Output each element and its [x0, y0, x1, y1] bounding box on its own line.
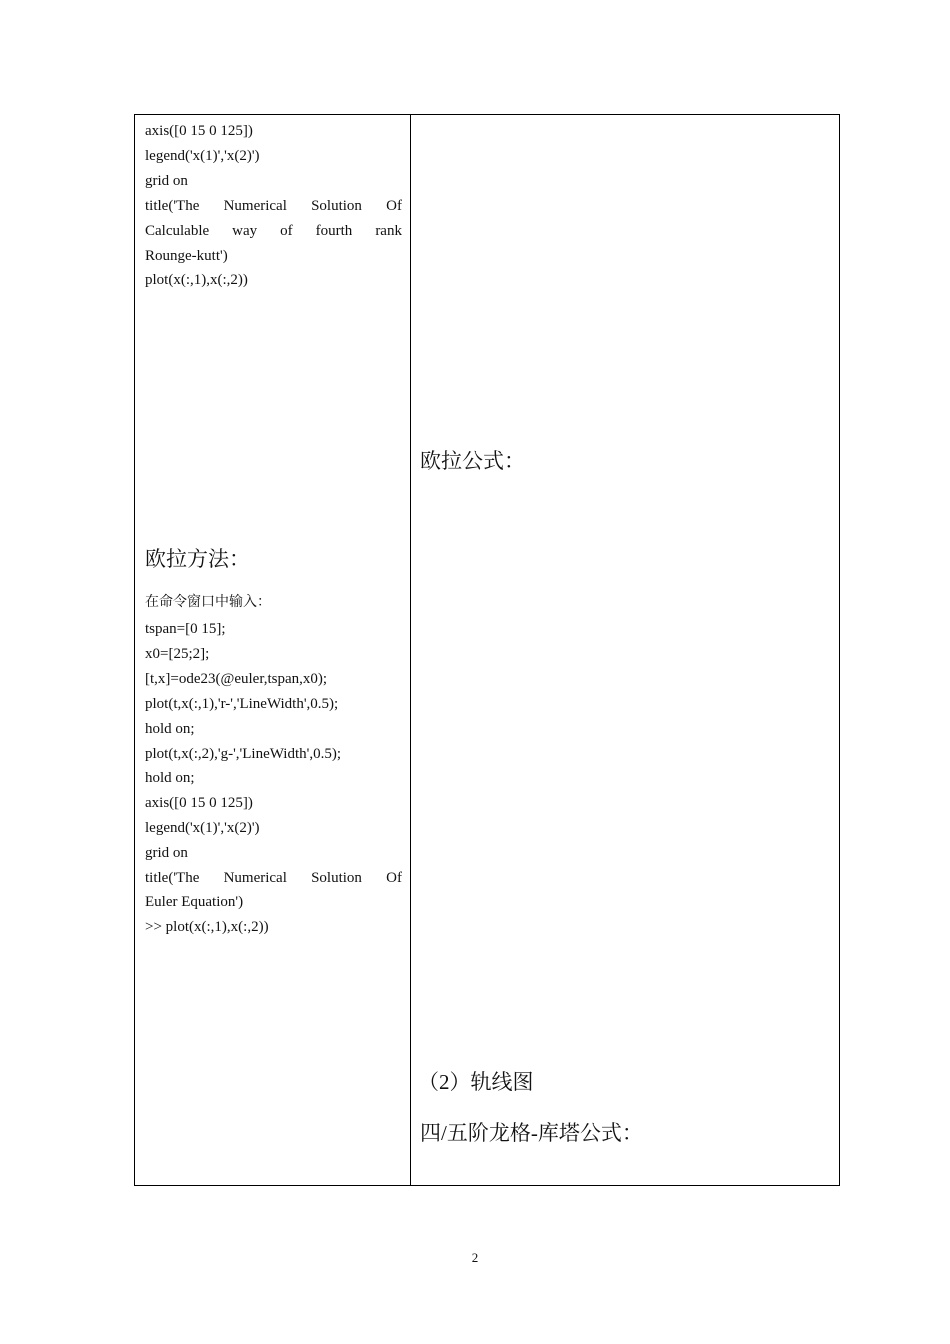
word: Of [386, 870, 402, 886]
code-line: tspan=[0 15]; [145, 621, 226, 637]
word: Of [386, 198, 402, 214]
code-line: legend('x(1)','x(2)') [145, 820, 260, 836]
code-line: plot(t,x(:,2),'g-','LineWidth',0.5); [145, 746, 342, 762]
word: Calculable [145, 223, 210, 239]
left-cell [135, 115, 410, 1185]
code-line: [t,x]=ode23(@euler,tspan,x0); [145, 671, 328, 687]
code-line: >> plot(x(:,1),x(:,2)) [145, 919, 269, 935]
code-line: grid on [145, 173, 188, 189]
euler-formula-heading: 欧拉公式： [420, 449, 525, 473]
euler-intro: 在命令窗口中输入： [145, 595, 271, 610]
code-line: axis([0 15 0 125]) [145, 123, 253, 139]
rk45-heading: 四/五阶龙格-库塔公式： [420, 1121, 643, 1145]
content-table [134, 114, 840, 1186]
word: way [232, 223, 258, 239]
euler-method-heading: 欧拉方法： [145, 547, 250, 571]
code-line-euler-title [145, 868, 402, 888]
trajectory-heading: （2）轨线图 [418, 1070, 534, 1094]
word: Solution [311, 198, 362, 214]
word: title('The [145, 198, 200, 214]
word: rank [375, 223, 402, 239]
code-line: Rounge-kutt') [145, 248, 228, 264]
code-line: hold on; [145, 770, 195, 786]
code-line: axis([0 15 0 125]) [145, 795, 253, 811]
code-line: legend('x(1)','x(2)') [145, 148, 260, 164]
word: Numerical [223, 198, 287, 214]
code-line: x0=[25;2]; [145, 646, 210, 662]
word: fourth [315, 223, 353, 239]
page-number: 2 [471, 1250, 479, 1265]
code-line: grid on [145, 845, 188, 861]
code-line: hold on; [145, 721, 195, 737]
word: title('The [145, 870, 200, 886]
code-line: Euler Equation') [145, 894, 244, 910]
code-line-title-2 [145, 221, 402, 241]
word: of [280, 223, 293, 239]
word: Numerical [223, 870, 287, 886]
code-line-title-1 [145, 196, 402, 216]
code-line: plot(t,x(:,1),'r-','LineWidth',0.5); [145, 696, 339, 712]
right-cell [411, 115, 839, 1185]
word: Solution [311, 870, 362, 886]
code-line: plot(x(:,1),x(:,2)) [145, 272, 248, 288]
